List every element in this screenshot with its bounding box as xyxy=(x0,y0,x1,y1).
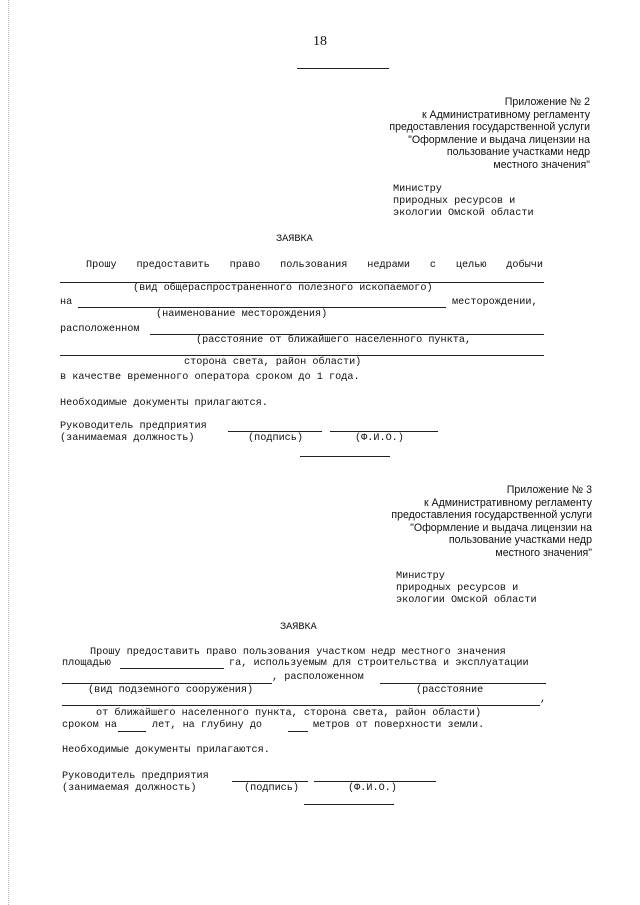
location-field-3b[interactable] xyxy=(62,705,540,706)
word: добычи xyxy=(506,260,543,271)
fio-caption-3: (Ф.И.О.) xyxy=(348,783,397,794)
documents-text-3: Необходимые документы прилагаются. xyxy=(62,745,270,756)
position-caption: (занимаемая должность) xyxy=(60,433,195,444)
label-na: на xyxy=(60,297,73,308)
caption-distance-3: (расстояние xyxy=(416,685,484,696)
temporary-operator-text: в качестве временного оператора сроком до 1 года. xyxy=(60,372,360,383)
label-located: расположенном xyxy=(60,324,140,335)
signature-caption-3: (подпись) xyxy=(244,783,300,794)
addressee-line: Министру xyxy=(396,571,445,582)
header-line: местного значения" xyxy=(493,158,590,171)
label-meters: метров от поверхности земли. xyxy=(313,720,485,731)
addressee-line: экологии Омской области xyxy=(393,207,534,219)
appendix-3-title: ЗАЯВКА xyxy=(280,622,317,633)
separator-middle xyxy=(300,456,390,457)
label-term: сроком на xyxy=(62,720,118,731)
caption-structure-type: (вид подземного сооружения) xyxy=(88,685,254,696)
header-line: пользование участками недр xyxy=(446,146,590,159)
appendix-2-request-line xyxy=(86,260,543,271)
appendix-2-header xyxy=(330,96,590,172)
appendix-3-request-line: Прошу предоставить право пользования участком недр местного значения xyxy=(90,647,506,658)
caption-mineral-type: (вид общераспространенного полезного ископаемого) xyxy=(133,283,433,294)
label-ha-used: га, используемым для строительства и эксплуатации xyxy=(229,658,529,669)
header-line: пользование участками недр xyxy=(448,534,592,547)
scan-edge xyxy=(8,0,9,905)
location-field-3[interactable] xyxy=(380,683,546,684)
label-years-depth: лет, на глубину до xyxy=(152,720,263,731)
header-line: к Административному регламенту xyxy=(421,108,590,121)
appendix-3-addressee xyxy=(396,571,537,606)
header-line: местного значения" xyxy=(495,546,592,559)
label-deposit: месторождении, xyxy=(452,297,538,308)
appendix-3-header xyxy=(332,484,592,560)
head-label: Руководитель предприятия xyxy=(60,421,207,432)
signature-field-3[interactable] xyxy=(232,781,308,782)
separator-bottom xyxy=(304,804,394,805)
appendix-2-addressee xyxy=(393,184,534,219)
label-area: площадью xyxy=(62,658,111,669)
area-field[interactable] xyxy=(120,668,224,669)
signature-caption: (подпись) xyxy=(248,433,304,444)
depth-field[interactable] xyxy=(288,731,308,732)
header-line: "Оформление и выдача лицензии на xyxy=(408,133,590,146)
location-field-2[interactable] xyxy=(60,355,544,356)
addressee-line: экологии Омской области xyxy=(396,594,537,606)
caption-distance: (расстояние от ближайшего населенного пункта, xyxy=(196,335,472,346)
term-field[interactable] xyxy=(118,731,146,732)
deposit-name-field[interactable] xyxy=(78,307,446,308)
appendix-2-title: ЗАЯВКА xyxy=(276,234,313,245)
header-line: Приложение № 2 xyxy=(504,96,590,108)
word: право xyxy=(229,260,261,271)
word: предоставить xyxy=(136,260,210,271)
caption-side: сторона света, район области) xyxy=(184,357,362,368)
word: пользования xyxy=(280,260,348,271)
word: недрами xyxy=(367,260,411,271)
caption-nearest: от ближайшего населенного пункта, сторона света, район области) xyxy=(96,708,482,719)
word: Прошу xyxy=(86,260,117,271)
documents-text: Необходимые документы прилагаются. xyxy=(60,398,268,409)
header-line: предоставления государственной услуги xyxy=(391,509,592,522)
addressee-line: природных ресурсов и xyxy=(393,195,516,207)
word: целью xyxy=(455,260,487,271)
label-located-3: , расположенном xyxy=(272,672,364,683)
fio-field[interactable] xyxy=(330,431,438,432)
fio-caption: (Ф.И.О.) xyxy=(355,433,404,444)
structure-type-field[interactable] xyxy=(62,683,272,684)
word: с xyxy=(429,260,436,271)
page-number: 18 xyxy=(313,34,327,49)
header-line: Приложение № 3 xyxy=(506,484,592,496)
signature-field[interactable] xyxy=(228,431,322,432)
fio-field-3[interactable] xyxy=(314,781,436,782)
header-line: предоставления государственной услуги xyxy=(389,121,590,134)
caption-deposit-name: (наименование месторождения) xyxy=(156,309,328,320)
position-caption-3: (занимаемая должность) xyxy=(62,783,197,794)
head-label-3: Руководитель предприятия xyxy=(62,771,209,782)
separator-top xyxy=(297,68,389,69)
comma: , xyxy=(540,694,547,705)
header-line: "Оформление и выдача лицензии на xyxy=(410,521,592,534)
addressee-line: Министру xyxy=(393,184,442,195)
header-line: к Административному регламенту xyxy=(423,496,592,509)
addressee-line: природных ресурсов и xyxy=(396,582,519,594)
